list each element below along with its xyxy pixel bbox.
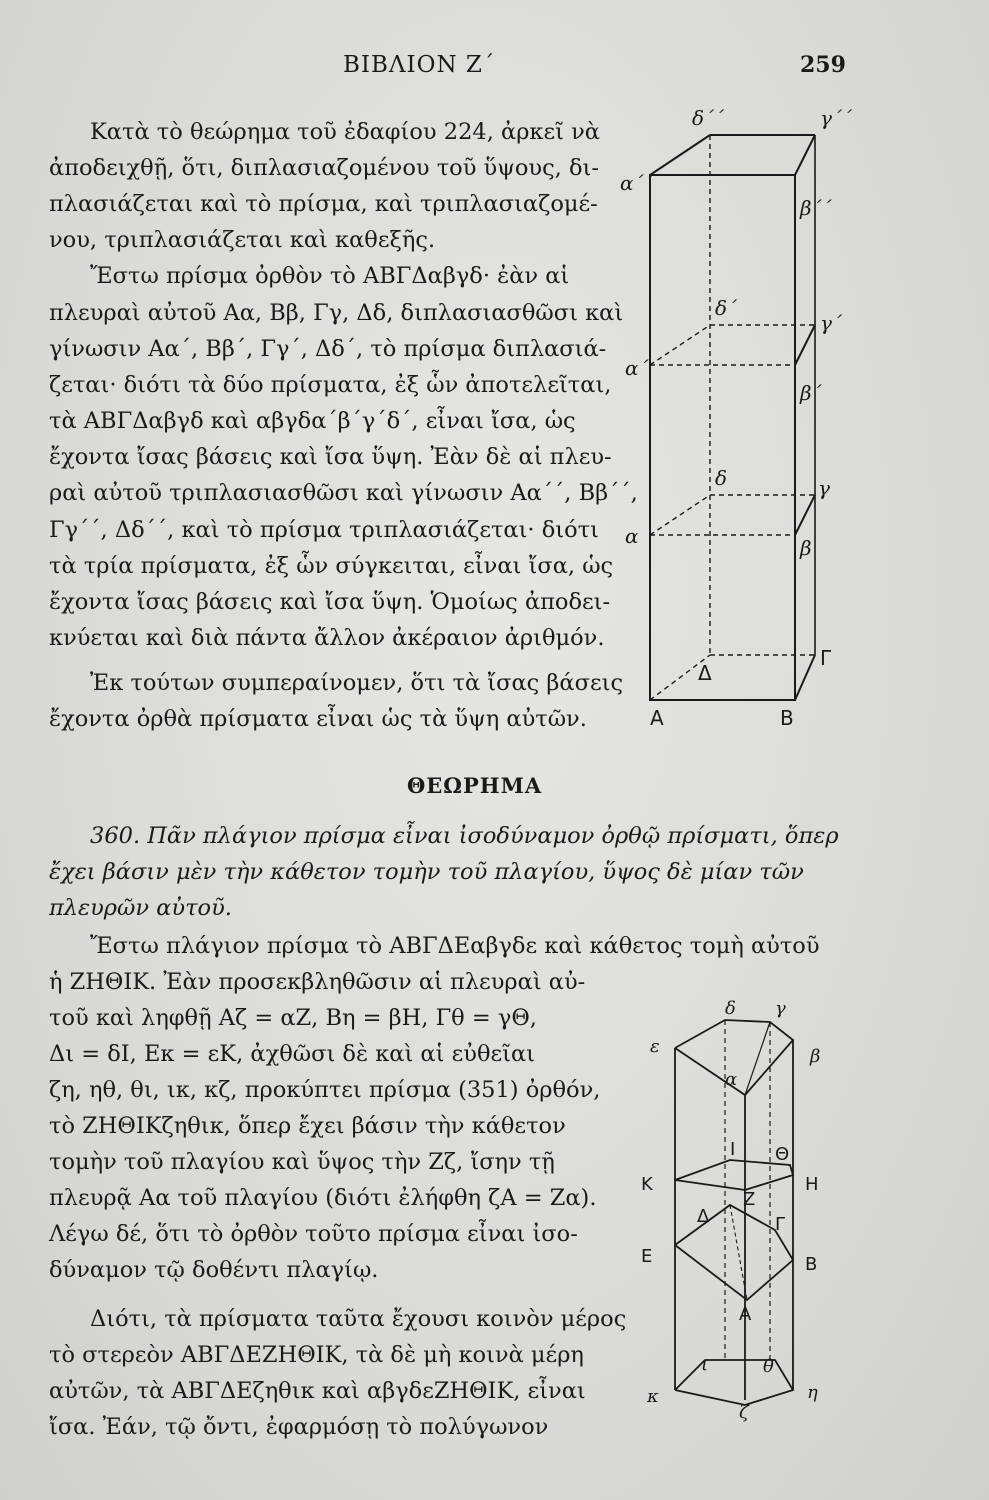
- fig1-label: δ΄΄: [692, 106, 725, 130]
- fig1-label: α΄: [625, 356, 649, 380]
- proof-text-line: Δι = δΙ, Εκ = εΚ, ἀχθῶσι δὲ καὶ αἱ εὐθεῖαι: [49, 1041, 535, 1067]
- fig1-label: δ: [715, 466, 728, 490]
- fig2-label: Θ: [775, 1144, 790, 1165]
- proof-text-line: τὸ στερεὸν ΑΒΓΔΕΖΗΘΙΚ, τὰ δὲ μὴ κοινὰ μέρη: [49, 1342, 584, 1368]
- proof-text-line: τὸ ΖΗΘΙΚζηθικ, ὅπερ ἔχει βάσιν τὴν κάθετον: [49, 1113, 566, 1139]
- fig1-label: Β: [780, 706, 794, 730]
- fig2-label: Β: [805, 1254, 818, 1275]
- fig1-label: δ΄: [715, 296, 738, 320]
- fig1-label: Δ: [698, 661, 712, 685]
- figure-stacked-prisms: [620, 95, 850, 735]
- fig2-label: κ: [647, 1386, 659, 1407]
- proof-text-line: τομὴν τοῦ πλαγίου καὶ ὕψος τὴν Ζζ, ἴσην τῇ: [49, 1149, 555, 1175]
- text-line: Κατὰ τὸ θεώρημα τοῦ ἐδαφίου 224, ἀρκεῖ νὰ: [90, 119, 600, 145]
- proof-text-line: δύναμον τῷ δοθέντι πλαγίῳ.: [49, 1257, 379, 1283]
- fig2-label: Δ: [697, 1206, 710, 1227]
- fig1-label: γ΄΄: [820, 106, 852, 130]
- fig1-label: α΄΄: [620, 171, 654, 195]
- proof-text-line: αὐτῶν, τὰ ΑΒΓΔΕζηθικ καὶ αβγδεΖΗΘΙΚ, εἶναι: [49, 1378, 586, 1404]
- text-line: Γγ΄΄, Δδ΄΄, καὶ τὸ πρίσμα τριπλασιάζεται· διότι: [49, 517, 599, 543]
- fig2-label: ε: [650, 1036, 660, 1057]
- proof-text-line: Ἔστω πλάγιον πρίσμα τὸ ΑΒΓΔΕαβγδε καὶ κάθετος τομὴ αὐτοῦ: [90, 933, 820, 959]
- text-line: πλασιάζεται καὶ τὸ πρίσμα, καὶ τριπλασιαζομέ-: [49, 191, 598, 217]
- fig1-label: β΄΄: [800, 196, 832, 220]
- proof-text-line: ἡ ΖΗΘΙΚ. Ἐὰν προσεκβληθῶσιν αἱ πλευραὶ αὐ-: [49, 969, 586, 995]
- fig2-label: θ: [763, 1356, 774, 1377]
- text-line: ἔχοντα ὀρθὰ πρίσματα εἶναι ὡς τὰ ὕψη αὐτῶν.: [49, 706, 587, 732]
- fig2-label: Η: [805, 1174, 819, 1195]
- proof-text-line: ζη, ηθ, θι, ικ, κζ, προκύπτει πρίσμα (351) ὀρθόν,: [49, 1077, 601, 1103]
- text-line: ἔχοντα ἴσας βάσεις καὶ ἴσα ὕψη. Ὁμοίως ἀποδει-: [49, 589, 611, 615]
- page-number: 259: [800, 52, 846, 78]
- fig2-label: γ: [775, 998, 786, 1019]
- fig2-label: Γ: [775, 1214, 786, 1235]
- fig2-label: Ζ: [743, 1189, 756, 1210]
- proof-text-line: Λέγω δέ, ὅτι τὸ ὀρθὸν τοῦτο πρίσμα εἶναι ἰσο-: [49, 1221, 578, 1247]
- fig2-label: β: [810, 1046, 821, 1067]
- fig1-label: β΄: [800, 381, 822, 405]
- proof-text-line: Διότι, τὰ πρίσματα ταῦτα ἔχουσι κοινὸν μέρος: [90, 1306, 627, 1332]
- text-line: Ἔστω πρίσμα ὀρθὸν τὸ ΑΒΓΔαβγδ· ἐὰν αἱ: [90, 263, 570, 289]
- fig2-label: δ: [725, 998, 736, 1019]
- text-line: γίνωσιν Αα΄, Ββ΄, Γγ΄, Δδ΄, τὸ πρίσμα διπλασιά-: [49, 336, 607, 362]
- fig2-label: ι: [701, 1354, 709, 1375]
- theorem-text-line: πλευρῶν αὐτοῦ.: [49, 895, 232, 921]
- fig1-label: γ΄: [820, 311, 842, 335]
- text-line: νου, τριπλασιάζεται καὶ καθεξῆς.: [49, 227, 436, 253]
- fig2-label: η: [807, 1382, 818, 1403]
- text-line: ραὶ αὐτοῦ τριπλασιασθῶσι καὶ γίνωσιν Αα΄΄, Ββ΄΄,: [49, 480, 638, 506]
- text-line: πλευραὶ αὐτοῦ Αα, Ββ, Γγ, Δδ, διπλασιασθῶσι καὶ: [49, 300, 624, 326]
- fig1-label: Γ: [820, 646, 832, 670]
- fig2-label: Α: [739, 1304, 752, 1325]
- proof-text-line: τοῦ καὶ ληφθῇ Αζ = αΖ, Βη = βΗ, Γθ = γΘ,: [49, 1005, 537, 1031]
- text-line: ζεται· διότι τὰ δύο πρίσματα, ἐξ ὧν ἀποτελεῖται,: [49, 372, 612, 398]
- running-title: ΒΙΒΛΙΟΝ Ζ΄: [343, 52, 496, 78]
- fig2-label: ζ: [739, 1402, 749, 1423]
- theorem-text-line: ἔχει βάσιν μὲν τὴν κάθετον τομὴν τοῦ πλαγίου, ὕψος δὲ μίαν τῶν: [49, 859, 804, 885]
- fig1-label: β: [800, 536, 812, 560]
- fig1-label: Α: [650, 706, 664, 730]
- page-header: [0, 52, 989, 88]
- proof-text-line: πλευρᾷ Αα τοῦ πλαγίου (διότι ἐλήφθη ζΑ = Ζα).: [49, 1185, 597, 1211]
- fig2-label: α: [725, 1069, 738, 1090]
- text-line: τὰ τρία πρίσματα, ἐξ ὧν σύγκειται, εἶναι ἴσα, ὡς: [49, 553, 614, 579]
- fig2-label: Ι: [730, 1139, 736, 1160]
- fig1-label: γ: [818, 476, 830, 500]
- text-line: Ἐκ τούτων συμπεραίνομεν, ὅτι τὰ ἴσας βάσεις: [90, 670, 624, 696]
- proof-text-line: ἴσα. Ἐάν, τῷ ὄντι, ἐφαρμόσῃ τὸ πολύγωνον: [49, 1414, 549, 1440]
- text-line: κνύεται καὶ διὰ πάντα ἄλλον ἀκέραιον ἀριθμόν.: [49, 625, 605, 651]
- figure-oblique-prism: [635, 998, 835, 1423]
- text-line: τὰ ΑΒΓΔαβγδ καὶ αβγδα΄β΄γ΄δ΄, εἶναι ἴσα, ὡς: [49, 408, 576, 434]
- theorem-text-line: 360. Πᾶν πλάγιον πρίσμα εἶναι ἰσοδύναμον ὀρθῷ πρίσματι, ὅπερ: [90, 823, 839, 849]
- text-line: ἀποδειχθῇ, ὅτι, διπλασιαζομένου τοῦ ὕψους, δι-: [49, 155, 599, 181]
- fig1-label: α: [625, 524, 639, 548]
- fig2-label: Ε: [641, 1246, 653, 1267]
- theorem-heading: ΘΕΩΡΗΜΑ: [407, 773, 543, 798]
- fig2-label: Κ: [641, 1174, 653, 1195]
- text-line: ἔχοντα ἴσας βάσεις καὶ ἴσα ὕψη. Ἐὰν δὲ αἱ πλευ-: [49, 444, 612, 470]
